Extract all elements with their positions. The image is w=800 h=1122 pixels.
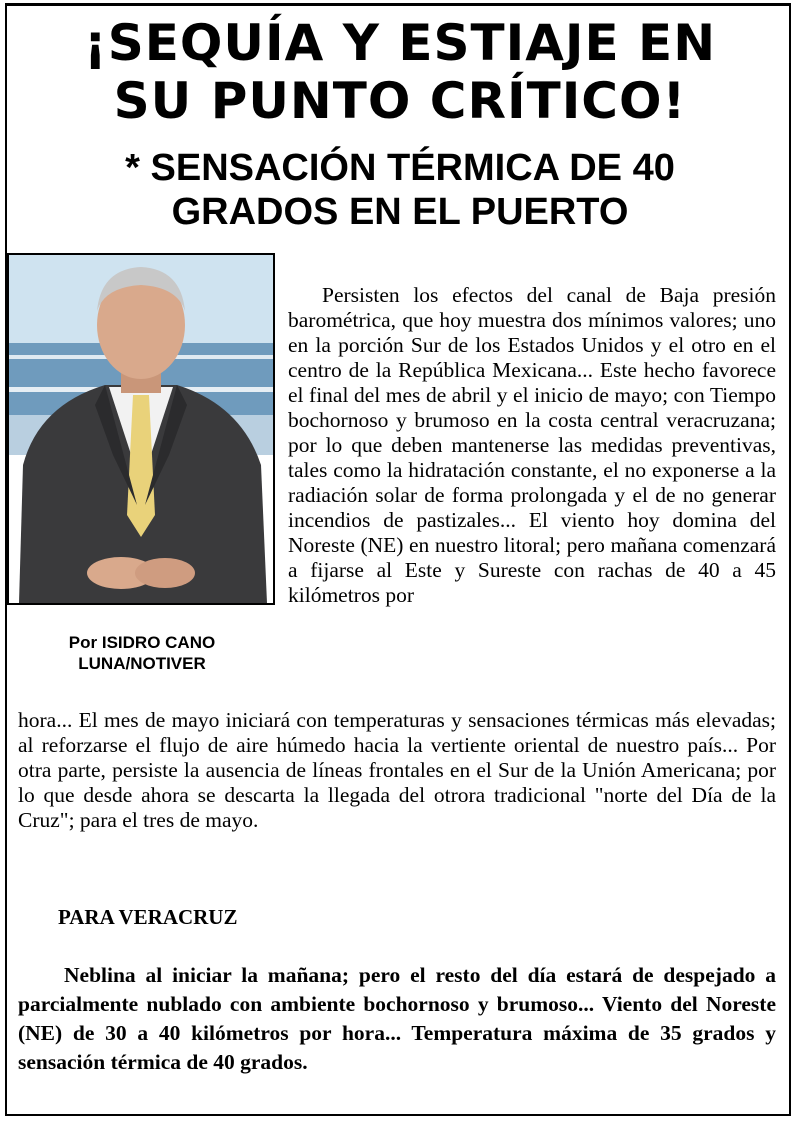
subheadline-line-1: * SENSACIÓN TÉRMICA DE 40 [125, 147, 675, 189]
headline-line-1: ¡SEQUÍA Y ESTIAJE EN [83, 14, 717, 72]
portrait-illustration [9, 255, 273, 603]
byline [14, 632, 270, 674]
subheadline [10, 146, 790, 234]
headline-line-2: SU PUNTO CRÍTICO! [113, 72, 687, 130]
byline-line-2: LUNA/NOTIVER [78, 654, 206, 673]
author-portrait-photo [7, 253, 275, 605]
forecast-paragraph: Neblina al iniciar la mañana; pero el resto del día estará de despejado a parcialmente nublado con ambiente bochornoso y brumoso... Viento del Noreste (NE) de 30 a 40 kilómetros por hora... Temperatura máxima de 35 grados y sensación térmica de 40 grados. [18, 963, 776, 1074]
byline-line-1: Por ISIDRO CANO [68, 633, 216, 652]
section-title: PARA VERACRUZ [58, 905, 238, 929]
headline [10, 14, 790, 130]
subheadline-line-2: GRADOS EN EL PUERTO [171, 191, 629, 233]
article-body-column: Persisten los efectos del canal de Baja presión barométrica, que hoy muestra dos mínimos valores; uno en la porción Sur de los Estados Unidos y el otro en el centro de la República Mexicana... Este hecho favorece el final del mes de abril y el inicio de mayo; con Tiempo bochornoso y brumoso en la costa central veracruzana; por lo que deben mantenerse las medidas preventivas, tales como la hidratación constante, el no exponerse a la radiación solar de forma prolongada y el de no generar incendios de pastizales... El viento hoy domina del Noreste (NE) en nuestro litoral; pero mañana comenzará a fijarse al Este y Sureste con rachas de 40 a 45 kilómetros por [288, 283, 776, 607]
article-body-continued: hora... El mes de mayo iniciará con temperaturas y sensaciones térmicas más elevadas; al reforzarse el flujo de aire húmedo hacia la vertiente oriental de nuestro país... Por otra parte, persiste la ausencia de líneas frontales en el Sur de la Unión Americana; por lo que desde ahora se descarta la llegada del otrora tradicional "norte del Día de la Cruz"; para el tres de mayo. [18, 708, 776, 832]
